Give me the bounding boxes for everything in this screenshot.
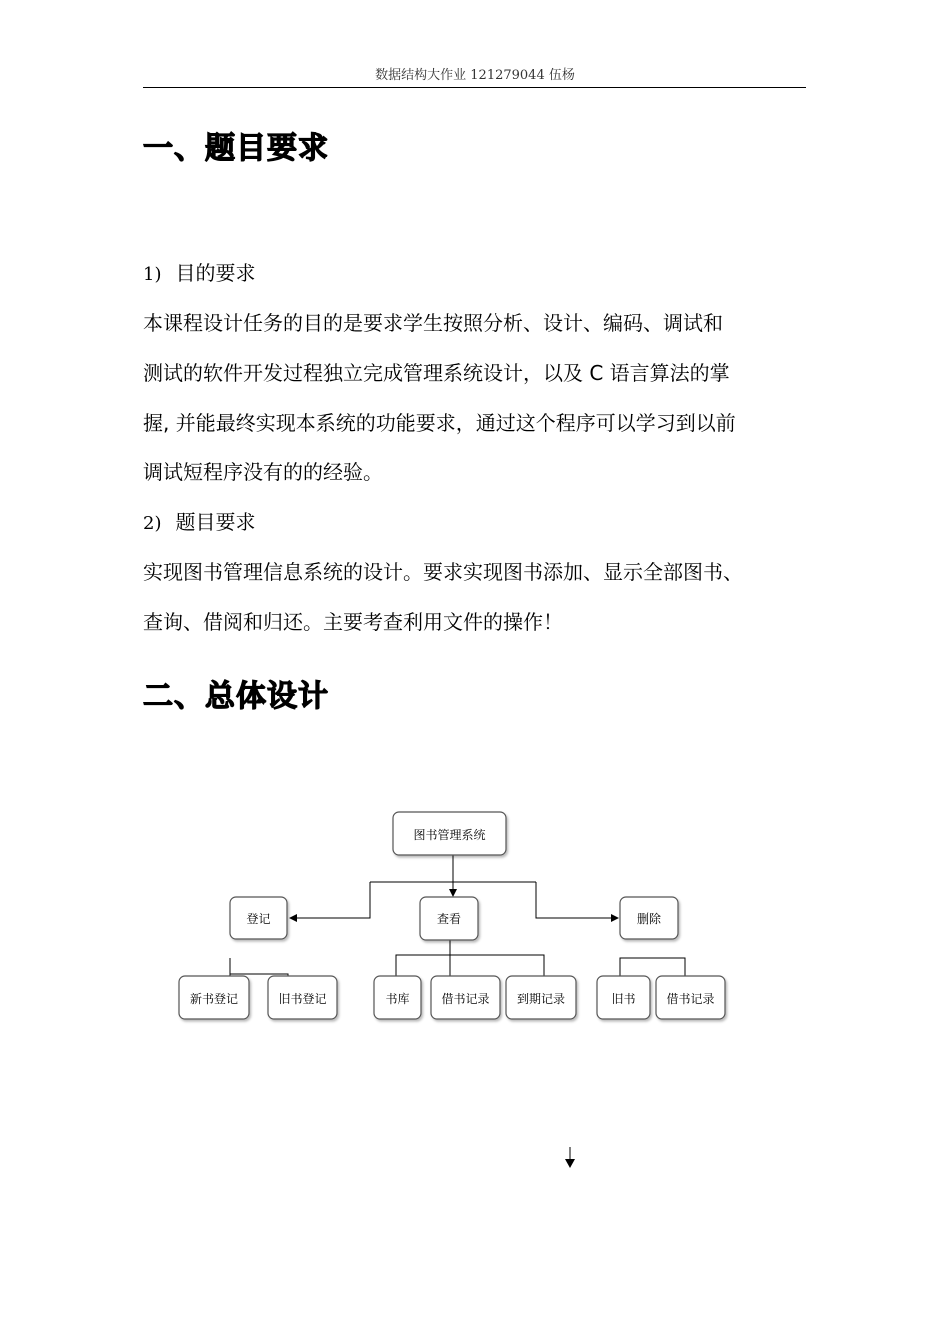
section-heading-overall-design: 二、总体设计 bbox=[143, 679, 329, 714]
node-library-label: 书库 bbox=[385, 992, 410, 1006]
node-old-books bbox=[597, 976, 650, 1019]
node-new-book-register bbox=[179, 976, 249, 1019]
node-delete-label: 删除 bbox=[636, 912, 662, 926]
node-old-books-label: 旧书 bbox=[611, 992, 636, 1006]
node-borrow-records-label: 借书记录 bbox=[441, 992, 490, 1006]
paragraph-line: 本课程设计任务的目的是要求学生按照分析、设计、编码、调试和 bbox=[143, 311, 723, 335]
subheading-number: 1) bbox=[143, 264, 162, 285]
system-structure-diagram bbox=[170, 808, 735, 1028]
node-due-records bbox=[506, 976, 576, 1019]
node-view bbox=[420, 897, 478, 940]
connector-to-delete bbox=[536, 882, 618, 918]
connector-delete-children bbox=[620, 958, 685, 976]
subheading-task bbox=[143, 507, 255, 539]
node-root-label: 图书管理系统 bbox=[413, 828, 486, 842]
down-arrow-icon bbox=[562, 1145, 578, 1171]
page-header: 数据结构大作业 121279044 伍杨 bbox=[375, 68, 575, 83]
node-borrow-records bbox=[431, 976, 500, 1019]
node-new-book-register-label: 新书登记 bbox=[189, 992, 239, 1006]
paragraph-line: 握, 并能最终实现本系统的功能要求，通过这个程序可以学习到以前 bbox=[143, 411, 736, 435]
subheading-title: 目的要求 bbox=[175, 261, 256, 285]
header-divider bbox=[143, 87, 806, 88]
node-library bbox=[374, 976, 421, 1019]
connector-view-children bbox=[396, 955, 544, 976]
subheading-title: 题目要求 bbox=[175, 510, 256, 534]
subheading-purpose bbox=[143, 258, 255, 290]
node-root bbox=[393, 812, 506, 855]
node-old-book-register-label: 旧书登记 bbox=[278, 992, 327, 1006]
subheading-number: 2) bbox=[143, 513, 162, 534]
node-view-label: 查看 bbox=[436, 912, 462, 926]
node-due-records-label: 到期记录 bbox=[516, 992, 566, 1006]
node-old-book-register bbox=[268, 976, 337, 1019]
paragraph-line: 调试短程序没有的的经验。 bbox=[143, 460, 383, 484]
node-delete-borrow-records-label: 借书记录 bbox=[666, 992, 715, 1006]
section-heading-requirements: 一、题目要求 bbox=[143, 131, 329, 166]
node-register-label: 登记 bbox=[246, 912, 271, 926]
connector-to-register bbox=[290, 882, 370, 918]
node-register bbox=[230, 897, 287, 939]
paragraph-line: 查询、借阅和归还。主要考查利用文件的操作！ bbox=[143, 610, 563, 634]
node-delete-borrow-records bbox=[656, 976, 725, 1019]
node-delete bbox=[620, 897, 678, 939]
paragraph-line: 实现图书管理信息系统的设计。要求实现图书添加、显示全部图书、 bbox=[143, 560, 743, 584]
paragraph-line: 测试的软件开发过程独立完成管理系统设计，以及 C 语言算法的掌 bbox=[143, 361, 730, 385]
